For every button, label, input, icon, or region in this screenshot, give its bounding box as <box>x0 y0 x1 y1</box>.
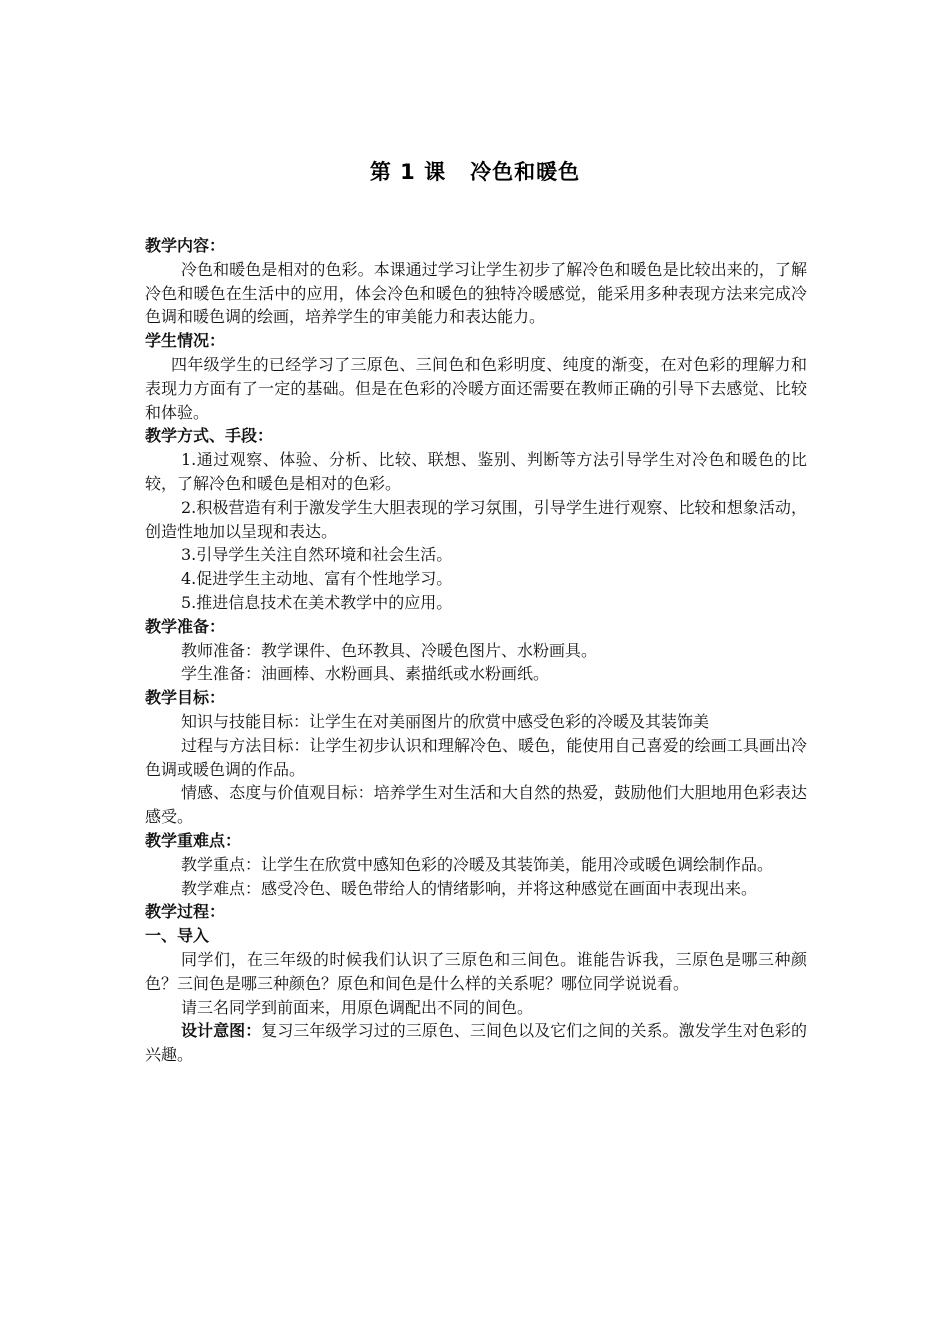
lesson-name: 冷色和暖色 <box>470 160 581 184</box>
step-heading-intro: 一、导入 <box>145 926 210 946</box>
teacher-preparation: 教师准备：教学课件、色环教具、冷暖色图片、水粉画具。 <box>181 640 598 660</box>
design-intent-text: 复习三年级学习过的三原色、三间色以及它们之间的关系。激发学生对色彩的兴趣。 <box>145 1021 807 1065</box>
document-body <box>145 234 807 1067</box>
student-preparation: 学生准备：油画棒、水粉画具、素描纸或水粉画纸。 <box>181 664 550 684</box>
students-paragraph: 四年级学生的已经学习了三原色、三间色和色彩明度、纯度的渐变，在对色彩的理解力和表现力方面有了一定的基础。但是在色彩的冷暖方面还需要在教师正确的引导下去感觉、比较和体验。 <box>145 354 807 422</box>
method-item: 2.积极营造有利于激发学生大胆表现的学习氛围，引导学生进行观察、比较和想象活动，创造性地加以呈现和表达。 <box>145 497 807 541</box>
goal-knowledge: 知识与技能目标：让学生在对美丽图片的欣赏中感受色彩的冷暖及其装饰美 <box>181 711 710 731</box>
section-heading-methods: 教学方式、手段： <box>145 426 274 446</box>
section-heading-preparation: 教学准备： <box>145 616 226 636</box>
design-intent <box>145 1019 807 1067</box>
intro-paragraph: 同学们，在三年级的时候我们认识了三原色和三间色。谁能告诉我，三原色是哪三种颜色？三间色是哪三种颜色？原色和间色是什么样的关系呢？哪位同学说说看。 <box>145 949 807 993</box>
method-item: 4.促进学生主动地、富有个性地学习。 <box>181 569 453 589</box>
method-item: 1.通过观察、体验、分析、比较、联想、鉴别、判断等方法引导学生对冷色和暖色的比较，了解冷色和暖色是相对的色彩。 <box>145 450 807 493</box>
key-point: 教学重点：让学生在欣赏中感知色彩的冷暖及其装饰美，能用冷或暖色调绘制作品。 <box>181 854 774 874</box>
section-heading-process: 教学过程： <box>145 902 226 922</box>
method-item: 3.引导学生关注自然环境和社会生活。 <box>181 545 453 565</box>
section-heading-content: 教学内容： <box>145 236 226 255</box>
section-heading-keypoints: 教学重难点： <box>145 830 242 850</box>
intro-activity: 请三名同学到前面来，用原色调配出不同的间色。 <box>181 997 534 1017</box>
section-heading-goals: 教学目标： <box>145 688 226 708</box>
goal-emotion: 情感、态度与价值观目标：培养学生对生活和大自然的热爱，鼓励他们大胆地用色彩表达感受。 <box>145 783 807 827</box>
design-intent-label: 设计意图： <box>181 1021 262 1041</box>
page-title <box>0 156 950 186</box>
goal-process: 过程与方法目标：让学生初步认识和理解冷色、暖色，能使用自己喜爱的绘画工具画出冷色调或暖色调的作品。 <box>145 735 807 779</box>
difficult-point: 教学难点：感受冷色、暖色带给人的情绪影响，并将这种感觉在画面中表现出来。 <box>181 878 758 898</box>
content-paragraph: 冷色和暖色是相对的色彩。本课通过学习让学生初步了解冷色和暖色是比较出来的，了解冷色和暖色在生活中的应用，体会冷色和暖色的独特冷暖感觉，能采用多种表现方法来完成冷色调和暖色调的绘画，培养学生的审美能力和表达能力。 <box>145 259 807 327</box>
method-item: 5.推进信息技术在美术教学中的应用。 <box>181 592 453 612</box>
lesson-number: 第 1 课 <box>369 160 447 184</box>
section-heading-students: 学生情况： <box>145 331 226 351</box>
